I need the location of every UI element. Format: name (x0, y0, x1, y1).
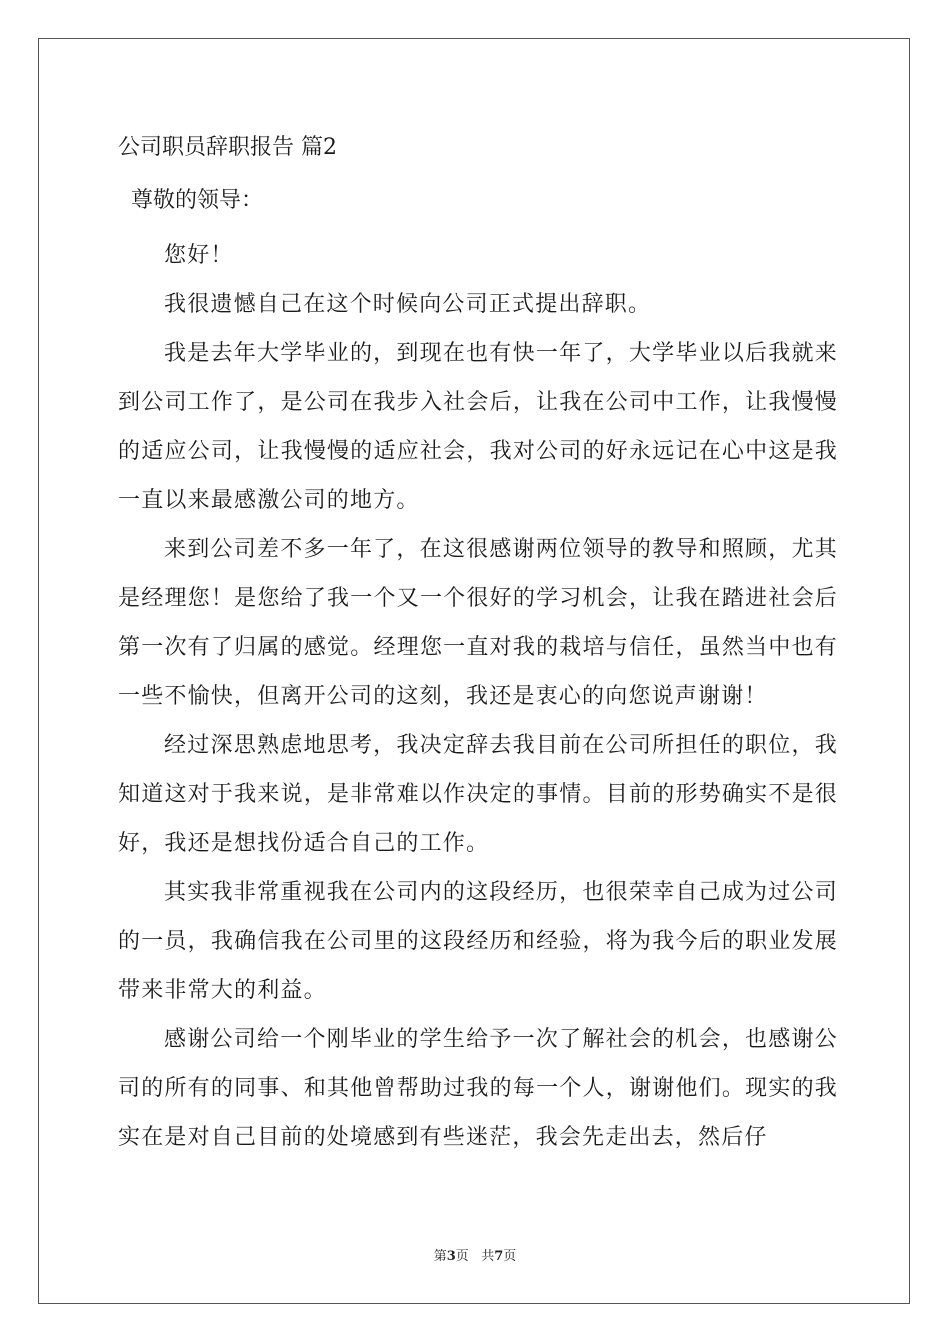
paragraph-2: 我是去年大学毕业的，到现在也有快一年了，大学毕业以后我就来到公司工作了，是公司在我步入社会后，让我在公司中工作，让我慢慢的适应公司，让我慢慢的适应社会，我对公司的好永远记在心中这是我一直以来最感激公司的地方。 (118, 341, 838, 513)
paragraph-6: 感谢公司给一个刚毕业的学生给予一次了解社会的机会，也感谢公司的所有的同事、和其他曾帮助过我的每一个人，谢谢他们。现实的我实在是对自己目前的处境感到有些迷茫，我会先走出去，然后仔 (118, 1027, 838, 1150)
total-prefix: 共 (481, 1249, 495, 1264)
total-pages: 7 (494, 1249, 504, 1264)
salutation: 尊敬的领导： (131, 188, 264, 213)
total-suffix: 页 (503, 1249, 517, 1264)
page-suffix: 页 (455, 1249, 469, 1264)
page-prefix: 第 (433, 1249, 447, 1264)
paragraph-3: 来到公司差不多一年了，在这很感谢两位领导的教导和照顾，尤其是经理您！是您给了我一个又一个很好的学习机会，让我在踏进社会后第一次有了归属的感觉。经理您一直对我的栽培与信任，虽然当中也有一些不愉快，但离开公司的这刻，我还是衷心的向您说声谢谢！ (118, 537, 838, 709)
document-title: 公司职员辞职报告 篇2 (118, 135, 337, 160)
paragraph-1: 我很遗憾自己在这个时候向公司正式提出辞职。 (164, 292, 652, 317)
page-number: 3 (446, 1249, 456, 1264)
paragraph-5: 其实我非常重视我在公司内的这段经历，也很荣幸自己成为过公司的一员，我确信我在公司里的这段经历和经验，将为我今后的职业发展带来非常大的利益。 (118, 880, 838, 1003)
paragraph-greeting: 您好！ (164, 243, 234, 268)
page-footer (0, 1248, 950, 1266)
letter-body (118, 231, 838, 1162)
paragraph-4: 经过深思熟虑地思考，我决定辞去我目前在公司所担任的职位，我知道这对于我来说，是非常难以作决定的事情。目前的形势确实不是很好，我还是想找份适合自己的工作。 (118, 733, 838, 856)
